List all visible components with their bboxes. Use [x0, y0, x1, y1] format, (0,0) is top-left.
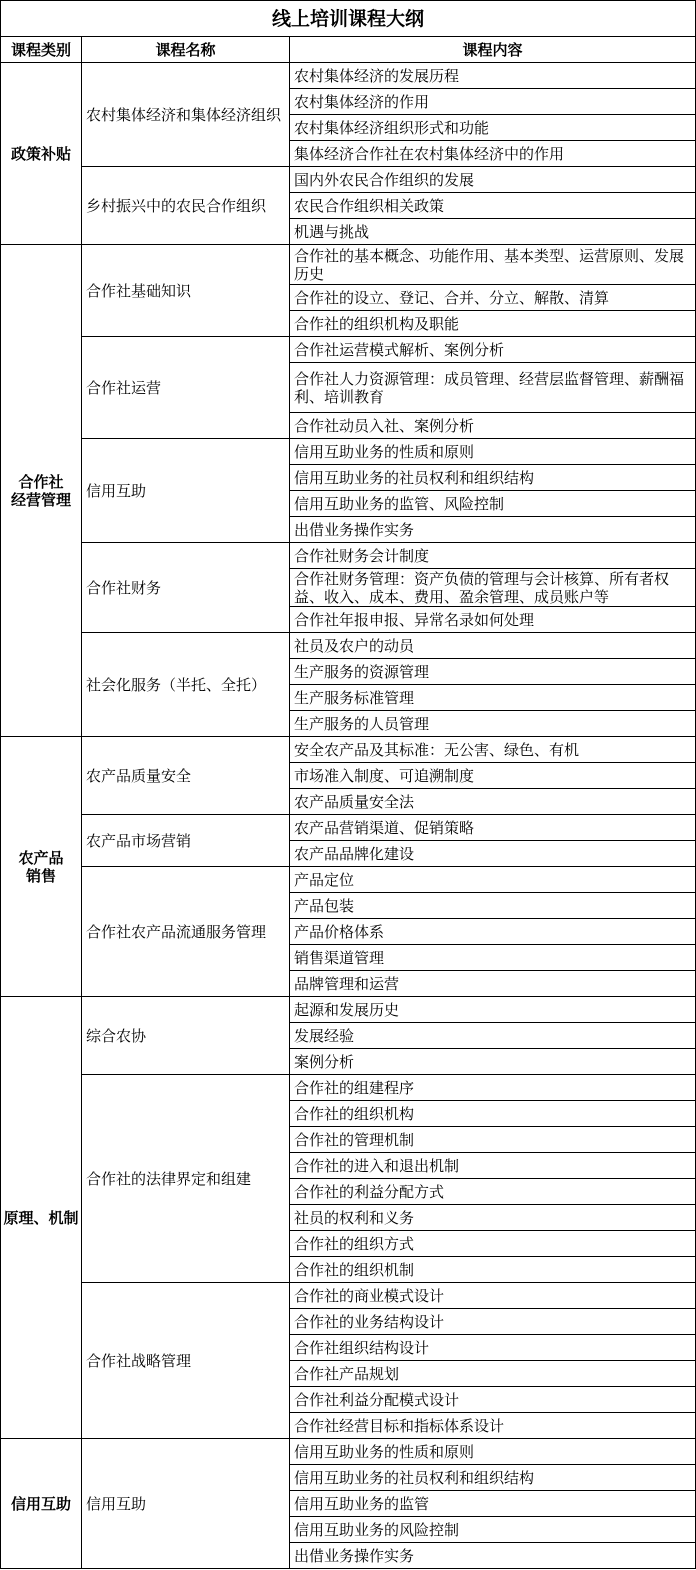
course-content-item: 销售渠道管理 — [290, 945, 696, 971]
course-name: 社会化服务（半托、全托） — [82, 633, 290, 737]
course-category: 政策补贴 — [1, 63, 82, 245]
course-name: 农产品市场营销 — [82, 815, 290, 867]
course-content-item: 发展经验 — [290, 1023, 696, 1049]
course-name: 农村集体经济和集体经济组织 — [82, 63, 290, 167]
course-content-item: 合作社的管理机制 — [290, 1127, 696, 1153]
course-content-item: 农村集体经济的发展历程 — [290, 63, 696, 89]
course-content-item: 合作社的基本概念、功能作用、基本类型、运营原则、发展历史 — [290, 245, 696, 285]
course-content-item: 合作社运营模式解析、案例分析 — [290, 337, 696, 363]
course-content-item: 产品价格体系 — [290, 919, 696, 945]
header-course-name: 课程名称 — [82, 37, 290, 63]
course-content-item: 合作社的组织机构及职能 — [290, 311, 696, 337]
course-category: 信用互助 — [1, 1439, 82, 1569]
course-content-item: 农村集体经济的作用 — [290, 89, 696, 115]
course-content-item: 生产服务标准管理 — [290, 685, 696, 711]
course-content-item: 农产品营销渠道、促销策略 — [290, 815, 696, 841]
course-name: 信用互助 — [82, 439, 290, 543]
course-content-item: 合作社组织结构设计 — [290, 1335, 696, 1361]
course-name: 合作社农产品流通服务管理 — [82, 867, 290, 997]
course-content-item: 信用互助业务的性质和原则 — [290, 439, 696, 465]
course-content-item: 合作社的商业模式设计 — [290, 1283, 696, 1309]
course-content-item: 合作社财务会计制度 — [290, 543, 696, 569]
course-content-item: 国内外农民合作组织的发展 — [290, 167, 696, 193]
course-content-item: 产品定位 — [290, 867, 696, 893]
course-content-item: 合作社人力资源管理：成员管理、经营层监督管理、薪酬福利、培训教育 — [290, 363, 696, 413]
page-title: 线上培训课程大纲 — [1, 1, 696, 37]
course-content-item: 合作社的组建程序 — [290, 1075, 696, 1101]
course-content-item: 合作社的业务结构设计 — [290, 1309, 696, 1335]
course-content-item: 农民合作组织相关政策 — [290, 193, 696, 219]
course-name: 合作社基础知识 — [82, 245, 290, 337]
course-name: 信用互助 — [82, 1439, 290, 1569]
course-content-item: 合作社的组织机制 — [290, 1257, 696, 1283]
header-category: 课程类别 — [1, 37, 82, 63]
course-content-item: 信用互助业务的社员权利和组织结构 — [290, 465, 696, 491]
course-content-item: 信用互助业务的监管 — [290, 1491, 696, 1517]
course-name: 综合农协 — [82, 997, 290, 1075]
course-content-item: 合作社财务管理：资产负债的管理与会计核算、所有者权益、收入、成本、费用、盈余管理、成员账户等 — [290, 569, 696, 607]
course-content-item: 机遇与挑战 — [290, 219, 696, 245]
course-content-item: 合作社的设立、登记、合并、分立、解散、清算 — [290, 285, 696, 311]
course-content-item: 安全农产品及其标准：无公害、绿色、有机 — [290, 737, 696, 763]
course-content-item: 农产品品牌化建设 — [290, 841, 696, 867]
course-category: 农产品 销售 — [1, 737, 82, 997]
course-content-item: 合作社年报申报、异常名录如何处理 — [290, 607, 696, 633]
course-content-item: 合作社的组织方式 — [290, 1231, 696, 1257]
course-content-item: 出借业务操作实务 — [290, 517, 696, 543]
course-content-item: 合作社动员入社、案例分析 — [290, 413, 696, 439]
course-content-item: 产品包装 — [290, 893, 696, 919]
course-content-item: 出借业务操作实务 — [290, 1543, 696, 1569]
course-content-item: 合作社的进入和退出机制 — [290, 1153, 696, 1179]
course-content-item: 信用互助业务的社员权利和组织结构 — [290, 1465, 696, 1491]
course-content-item: 农村集体经济组织形式和功能 — [290, 115, 696, 141]
course-content-item: 信用互助业务的性质和原则 — [290, 1439, 696, 1465]
course-name: 合作社的法律界定和组建 — [82, 1075, 290, 1283]
course-content-item: 合作社利益分配模式设计 — [290, 1387, 696, 1413]
course-name: 乡村振兴中的农民合作组织 — [82, 167, 290, 245]
course-name: 合作社战略管理 — [82, 1283, 290, 1439]
course-content-item: 集体经济合作社在农村集体经济中的作用 — [290, 141, 696, 167]
course-content-item: 社员及农户的动员 — [290, 633, 696, 659]
course-name: 合作社运营 — [82, 337, 290, 439]
course-content-item: 生产服务的资源管理 — [290, 659, 696, 685]
course-content-item: 社员的权利和义务 — [290, 1205, 696, 1231]
course-content-item: 农产品质量安全法 — [290, 789, 696, 815]
course-name: 合作社财务 — [82, 543, 290, 633]
course-content-item: 生产服务的人员管理 — [290, 711, 696, 737]
course-content-item: 合作社经营目标和指标体系设计 — [290, 1413, 696, 1439]
course-content-item: 品牌管理和运营 — [290, 971, 696, 997]
course-content-item: 信用互助业务的监管、风险控制 — [290, 491, 696, 517]
course-content-item: 合作社的利益分配方式 — [290, 1179, 696, 1205]
course-content-item: 合作社产品规划 — [290, 1361, 696, 1387]
course-category: 合作社 经营管理 — [1, 245, 82, 737]
course-name: 农产品质量安全 — [82, 737, 290, 815]
course-content-item: 合作社的组织机构 — [290, 1101, 696, 1127]
course-content-item: 市场准入制度、可追溯制度 — [290, 763, 696, 789]
course-content-item: 起源和发展历史 — [290, 997, 696, 1023]
course-category: 原理、机制 — [1, 997, 82, 1439]
header-course-content: 课程内容 — [290, 37, 696, 63]
course-content-item: 案例分析 — [290, 1049, 696, 1075]
course-content-item: 信用互助业务的风险控制 — [290, 1517, 696, 1543]
